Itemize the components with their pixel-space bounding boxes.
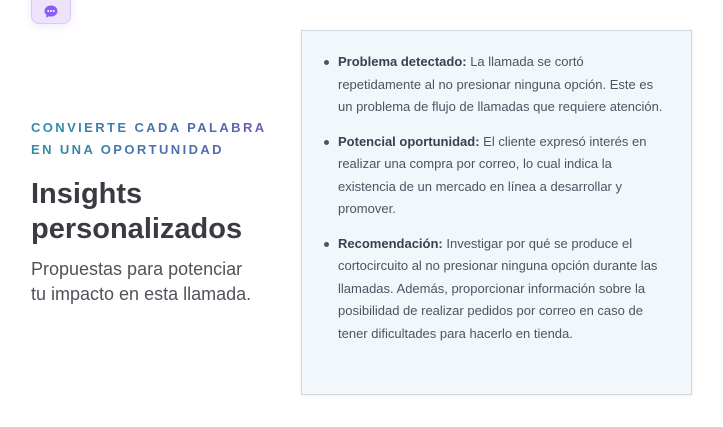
subtitle-line-2: tu impacto en esta llamada.: [31, 284, 252, 304]
insight-opportunity: [338, 131, 669, 221]
subtitle-line-1: Propuestas para potenciar: [31, 259, 243, 279]
insight-problem-label: Problema detectado:: [338, 54, 467, 69]
insights-list: [302, 31, 691, 345]
insight-recommendation: [338, 233, 669, 346]
insight-opportunity-label: Potencial oportunidad:: [338, 133, 480, 149]
insight-recommendation-text: Investigar por qué se produce el cortocircuito al no presionar ninguna opción durante las llamadas. Además, proporcionar información sobre la posibilidad de realizar pedidos por correo en caso de tener dificultades para hacerlo en tienda.: [338, 235, 658, 341]
eyebrow-line-1: CONVIERTE CADA PALABRA: [31, 120, 267, 135]
insight-opportunity-text: El cliente expresó interés en realizar una compra por correo, lo cual indica la existencia de un mercado en línea a desarrollar y promover.: [338, 133, 647, 216]
insights-card: [301, 30, 692, 395]
intro-section: [31, 117, 291, 307]
title-line-1: Insights: [31, 178, 143, 210]
eyebrow: [31, 117, 291, 161]
subtitle: [31, 257, 291, 307]
insight-problem: [338, 51, 669, 119]
insight-recommendation-label: Recomendación:: [338, 235, 443, 251]
page-title: [31, 177, 291, 247]
insight-problem-text: La llamada se cortó repetidamente al no presionar ninguna opción. Este es un problema de flujo de llamadas que requiere atención.: [338, 54, 663, 114]
title-line-2: personalizados: [31, 213, 243, 245]
chat-badge: [31, 0, 71, 24]
chat-bubble-icon: [43, 0, 59, 20]
eyebrow-line-2: EN UNA OPORTUNIDAD: [31, 142, 224, 157]
